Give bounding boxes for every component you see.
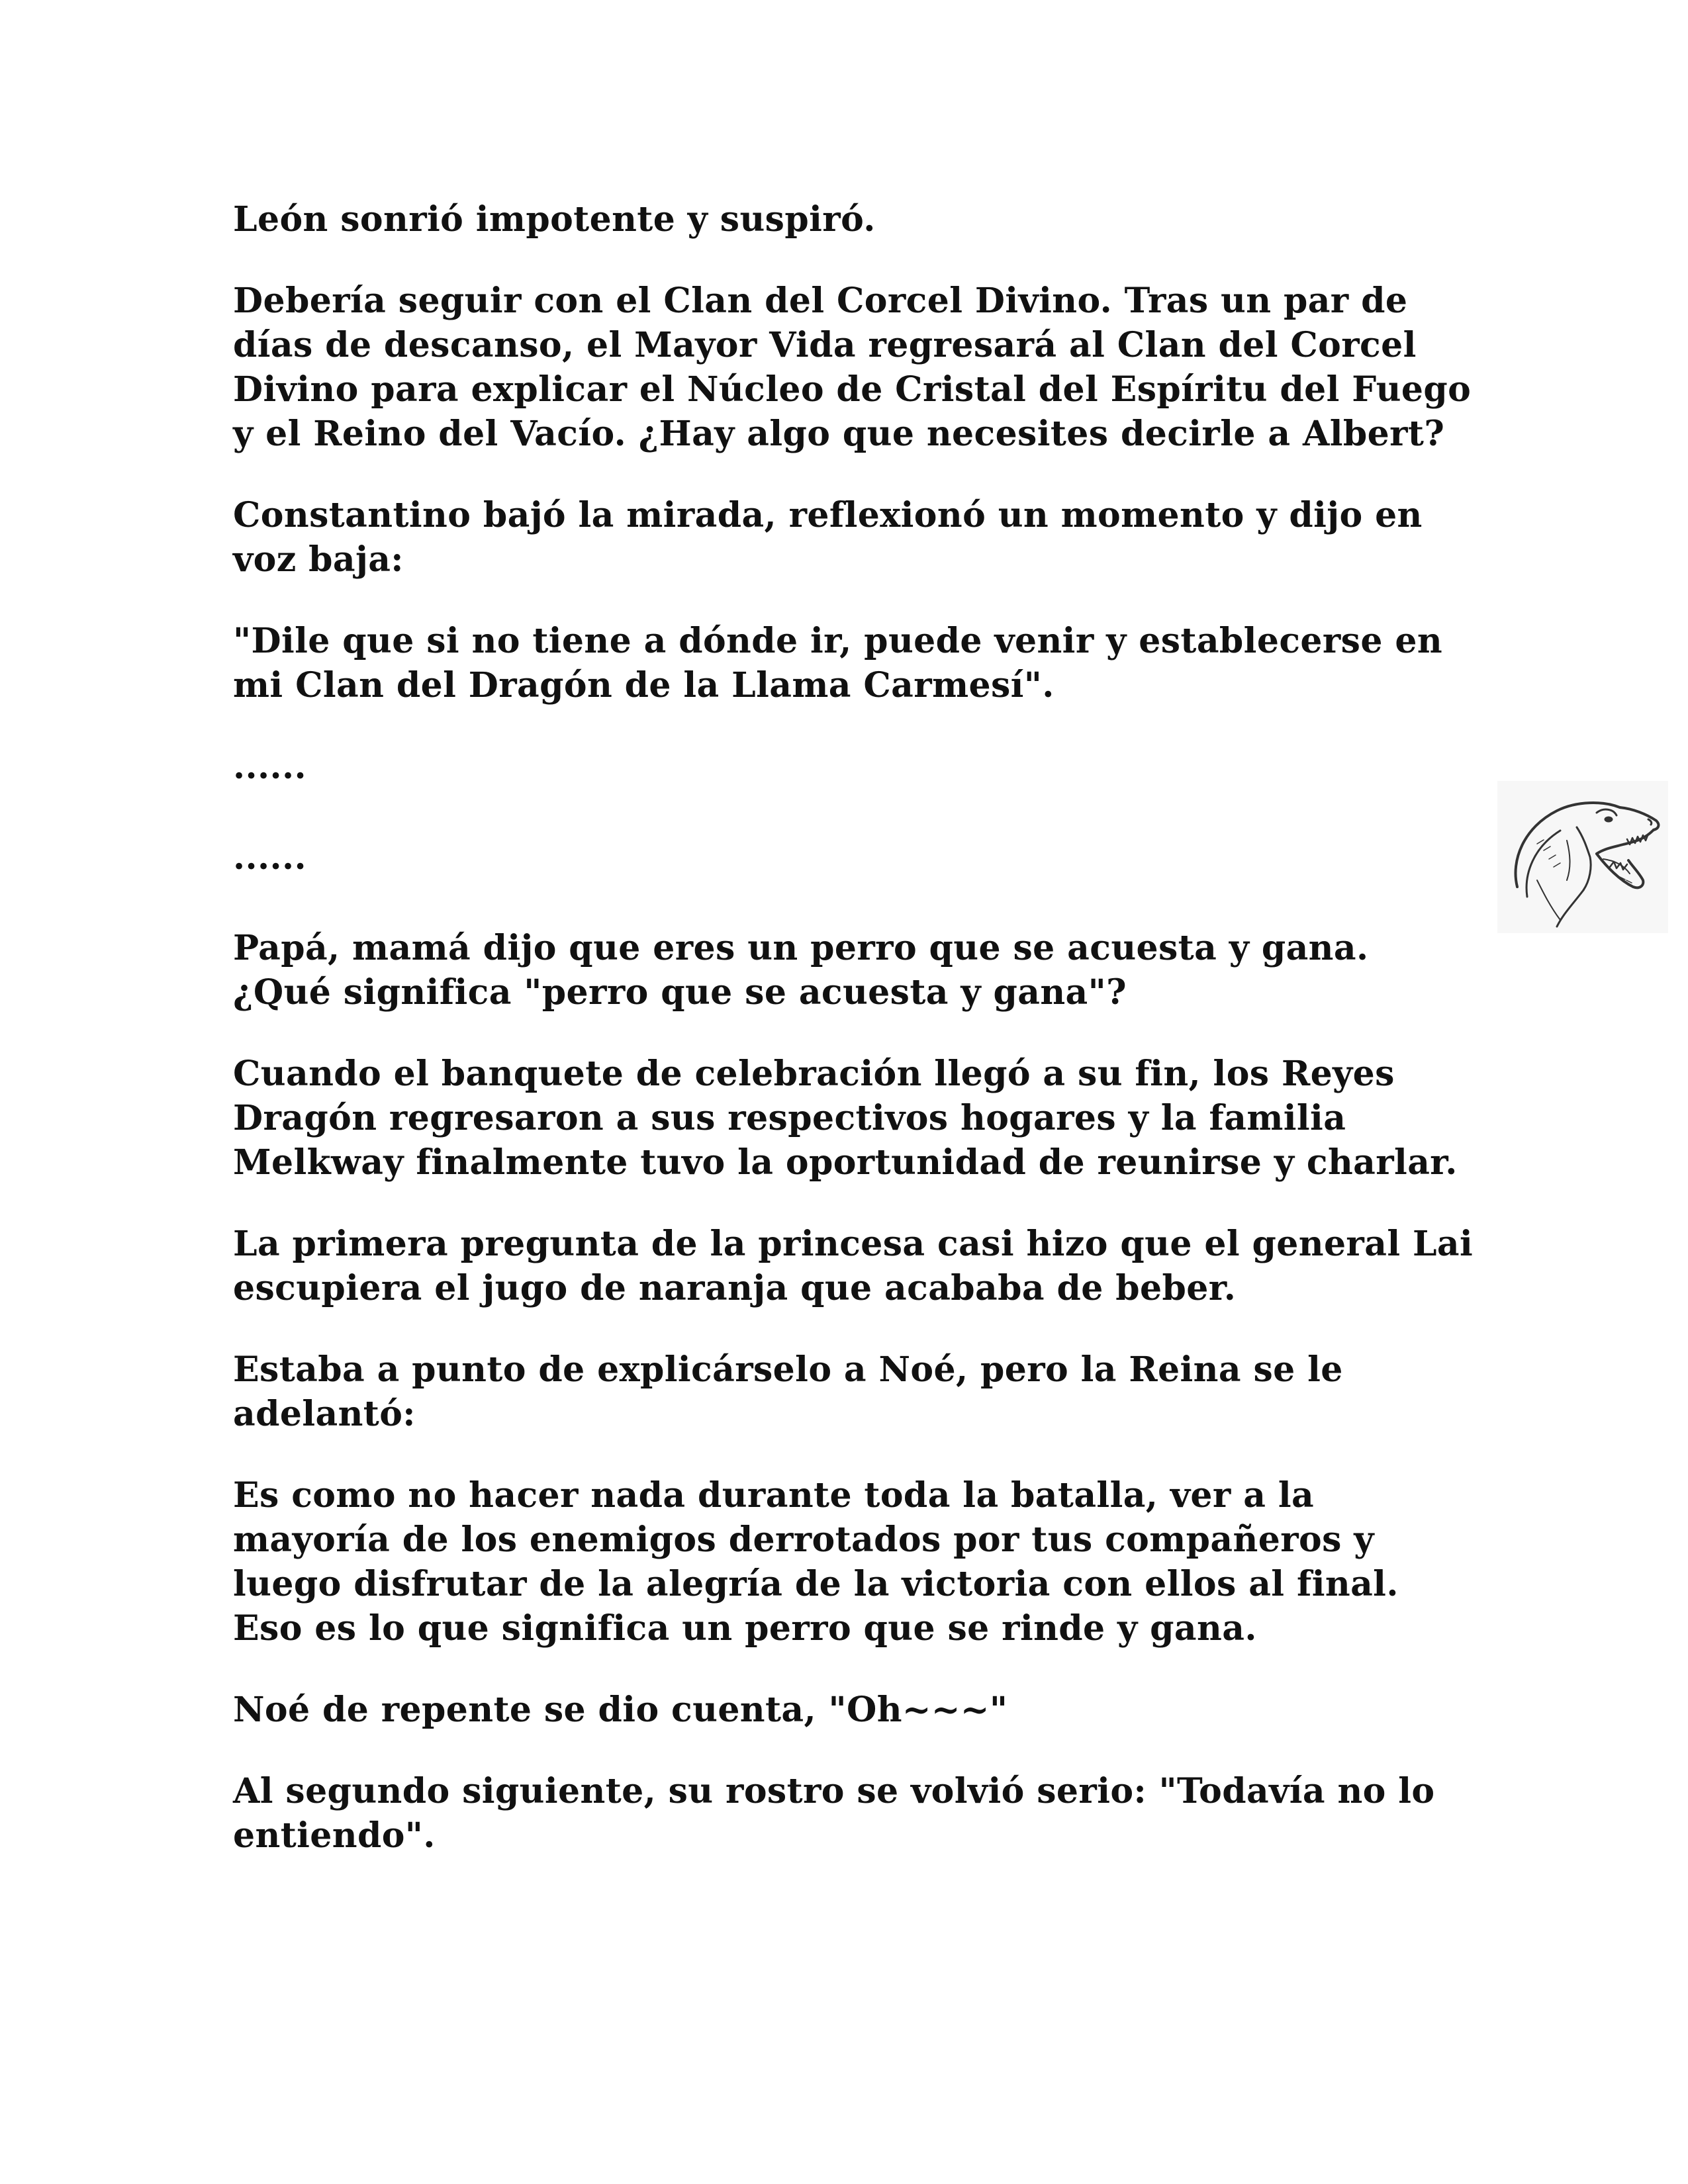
paragraph: La primera pregunta de la princesa casi hizo que el general Lai escupiera el jugo de naranja que acababa de beber. xyxy=(233,1224,1474,1308)
paragraph: Cuando el banquete de celebración llegó a su fin, los Reyes Dragón regresaron a sus respectivos hogares y la familia Melkway finalmente tuvo la oportunidad de reunirse y charlar. xyxy=(233,1054,1458,1183)
paragraph: Noé de repente se dio cuenta, "Oh~~~" xyxy=(233,1690,1008,1730)
dinosaur-head-sketch-icon xyxy=(1497,781,1668,933)
ellipsis-separator: ...... xyxy=(233,747,307,787)
paragraph: Es como no hacer nada durante toda la batalla, ver a la mayoría de los enemigos derrotados por tus compañeros y luego disfrutar de la alegría de la victoria con ellos al final. Eso es lo que significa un perro que se rinde y gana. xyxy=(233,1475,1399,1649)
ellipsis-separator: ...... xyxy=(233,837,307,878)
body-text xyxy=(233,197,1477,1895)
paragraph: Constantino bajó la mirada, reflexionó un momento y dijo en voz baja: xyxy=(233,495,1423,580)
paragraph: "Dile que si no tiene a dónde ir, puede venir y establecerse en mi Clan del Dragón de la Llama Carmesí". xyxy=(233,621,1443,705)
paragraph: Debería seguir con el Clan del Corcel Divino. Tras un par de días de descanso, el Mayor Vida regresará al Clan del Corcel Divino para explicar el Núcleo de Cristal del Espíritu del Fuego y el Reino del Vacío. ¿Hay algo que necesites decirle a Albert? xyxy=(233,281,1472,454)
paragraph: Estaba a punto de explicárselo a Noé, pero la Reina se le adelantó: xyxy=(233,1349,1343,1434)
paragraph: Al segundo siguiente, su rostro se volvió serio: "Todavía no lo entiendo". xyxy=(233,1771,1435,1856)
paragraph: Papá, mamá dijo que eres un perro que se acuesta y gana. ¿Qué significa "perro que se acuesta y gana"? xyxy=(233,928,1369,1013)
paragraph: León sonrió impotente y suspiró. xyxy=(233,199,876,240)
